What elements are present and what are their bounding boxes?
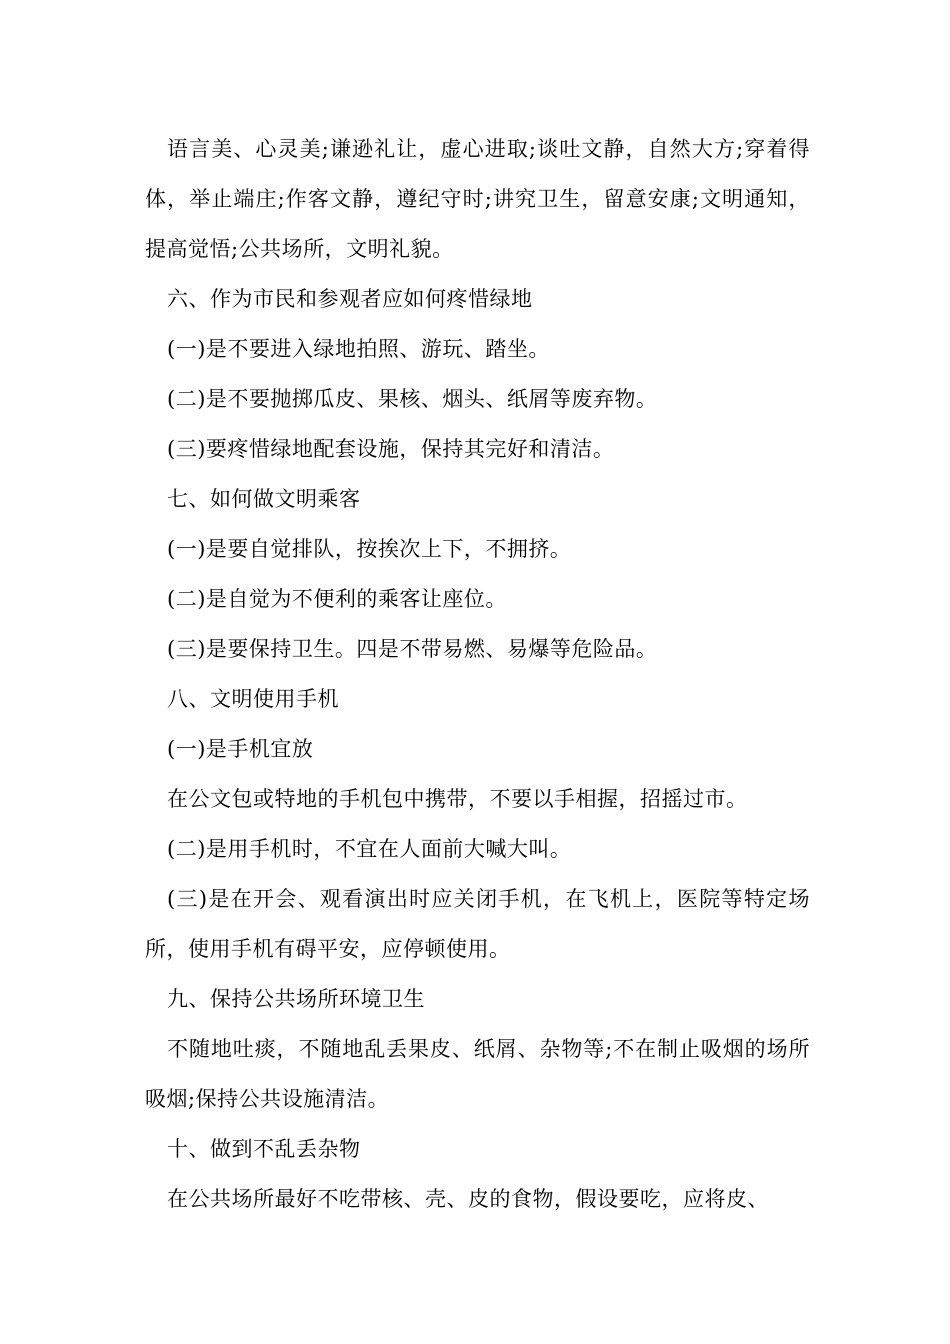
body-paragraph: 不随地吐痰，不随地乱丢果皮、纸屑、杂物等;不在制止吸烟的场所吸烟;保持公共设施清洁。 <box>145 1037 810 1111</box>
list-item: (二)是用手机时，不宜在人面前大喊大叫。 <box>167 837 572 861</box>
list-item: (一)是手机宜放 <box>167 737 314 761</box>
section-heading-10: 十、做到不乱丢杂物 <box>167 1137 361 1161</box>
document-page <box>145 124 810 1224</box>
body-paragraph: 在公文包或特地的手机包中携带，不要以手相握，招摇过市。 <box>167 787 748 811</box>
list-item: (二)是不要抛掷瓜皮、果核、烟头、纸屑等废弃物。 <box>167 387 658 411</box>
list-item: (三)是在开会、观看演出时应关闭手机，在飞机上，医院等特定场所，使用手机有碍平安，应停顿使用。 <box>145 887 810 961</box>
section-heading-8: 八、文明使用手机 <box>167 687 339 711</box>
body-paragraph: 在公共场所最好不吃带核、壳、皮的食物，假设要吃，应将皮、 <box>167 1187 769 1211</box>
list-item: (一)是要自觉排队，按挨次上下，不拥挤。 <box>167 537 572 561</box>
list-item: (一)是不要进入绿地拍照、游玩、踏坐。 <box>167 337 550 361</box>
list-item: (三)要疼惜绿地配套设施，保持其完好和清洁。 <box>167 437 615 461</box>
section-heading-9: 九、保持公共场所环境卫生 <box>167 987 425 1011</box>
section-heading-7: 七、如何做文明乘客 <box>167 487 361 511</box>
section-heading-6: 六、作为市民和参观者应如何疼惜绿地 <box>167 287 533 311</box>
list-item: (二)是自觉为不便利的乘客让座位。 <box>167 587 507 611</box>
paragraph-public-etiquette: 语言美、心灵美;谦逊礼让，虚心进取;谈吐文静，自然大方;穿着得体，举止端庄;作客文静，遵纪守时;讲究卫生，留意安康;文明通知，提高觉悟;公共场所，文明礼貌。 <box>145 137 810 261</box>
list-item: (三)是要保持卫生。四是不带易燃、易爆等危险品。 <box>167 637 658 661</box>
